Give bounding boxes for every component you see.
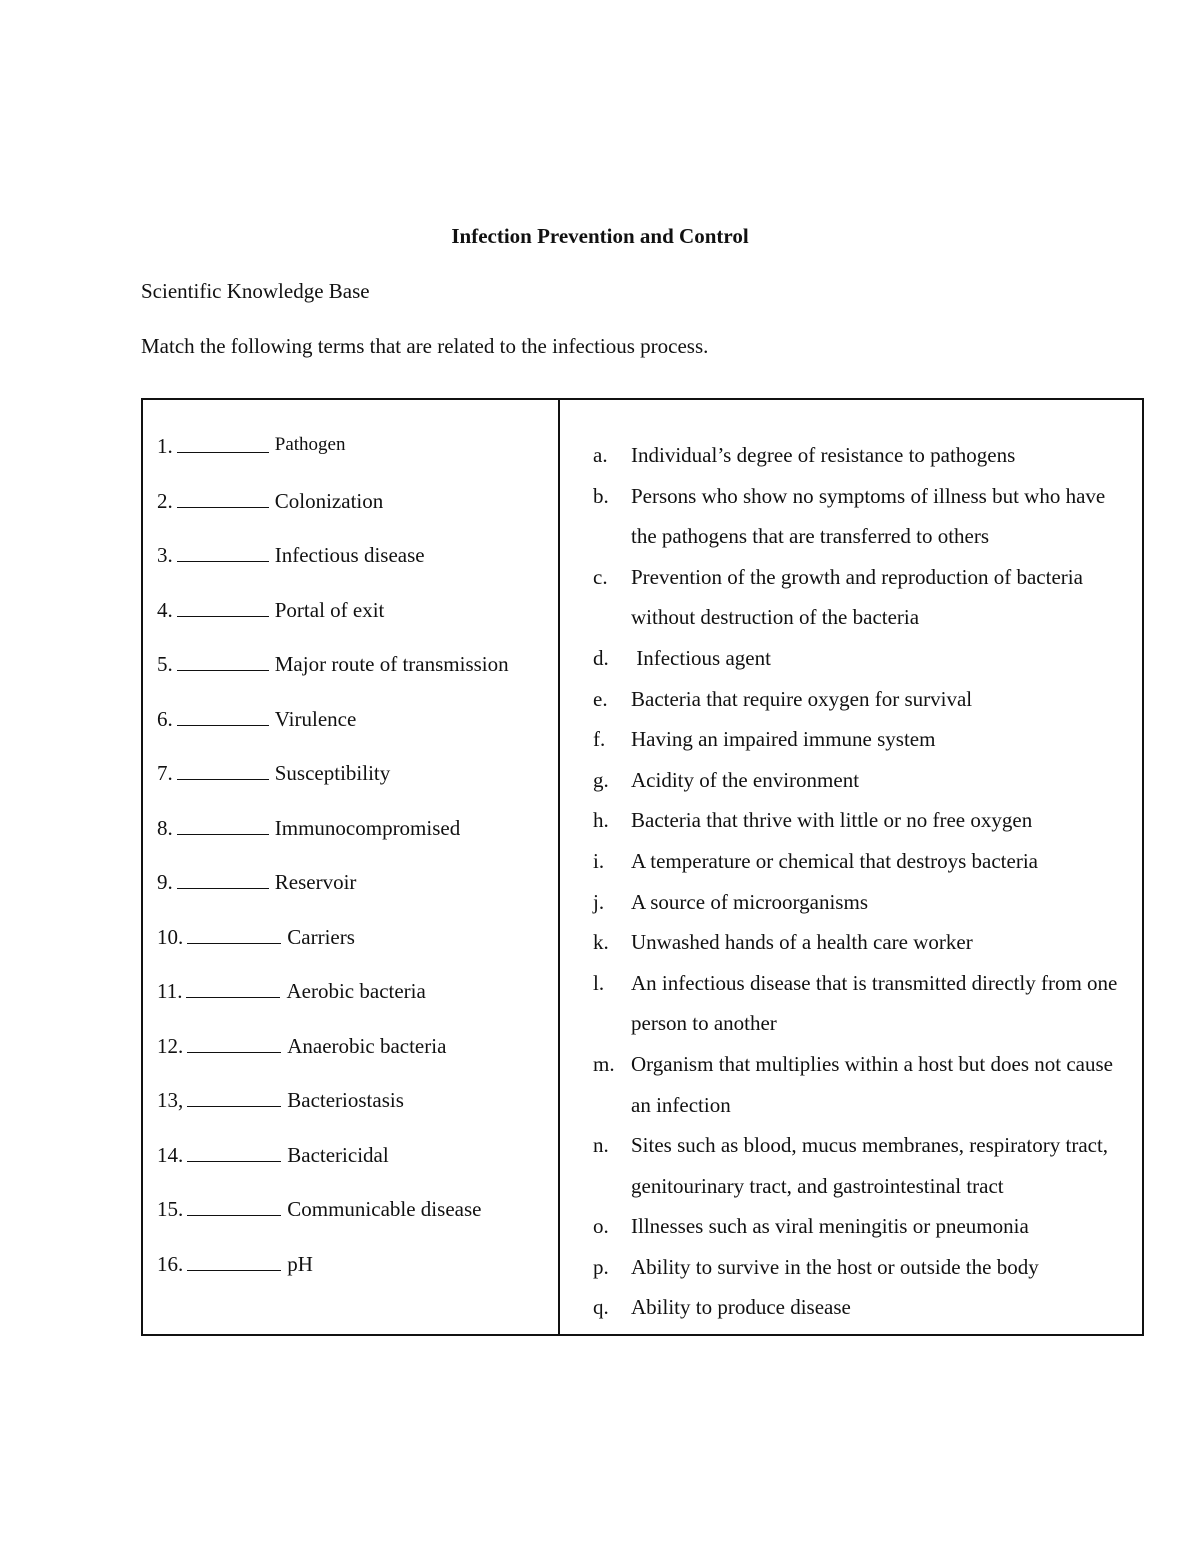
definition-letter: b. (593, 483, 609, 508)
term-row (157, 1143, 552, 1198)
term-number: 16. (157, 1251, 184, 1276)
definition-text: Organism that multiplies within a host but does not cause an infection (631, 1051, 1113, 1117)
term-label: pH (287, 1251, 313, 1276)
term-number: 11. (157, 979, 183, 1003)
definition-item (593, 679, 1133, 720)
term-label: Virulence (274, 706, 357, 731)
term-row (157, 598, 552, 653)
term-number: 15. (157, 1197, 184, 1221)
definition-text: Persons who show no symptoms of illness but who have the pathogens that are transferred to others (631, 483, 1106, 549)
section-subtitle: Scientific Knowledge Base (141, 279, 370, 303)
definition-item (593, 638, 1133, 679)
definition-item (593, 963, 1133, 1044)
matching-table (141, 398, 1144, 1336)
term-label: Colonization (274, 488, 384, 513)
definition-item (593, 841, 1133, 882)
definition-letter: g. (593, 767, 609, 792)
definition-text: An infectious disease that is transmitted directly from one person to another (631, 970, 1118, 1036)
definition-letter: n. (593, 1133, 609, 1158)
definition-letter: l. (593, 970, 605, 995)
term-number: 4. (157, 597, 173, 622)
term-row (157, 1197, 552, 1252)
definition-letter: p. (593, 1254, 609, 1279)
definition-letter: d. (593, 645, 609, 670)
answer-blank[interactable] (177, 489, 269, 508)
answer-blank[interactable] (187, 1197, 281, 1216)
definition-item (593, 1044, 1133, 1125)
definition-item (593, 1206, 1133, 1247)
definition-item (593, 800, 1133, 841)
answer-blank[interactable] (177, 434, 269, 453)
term-number: 6. (157, 706, 173, 731)
answer-blank[interactable] (187, 1252, 281, 1271)
term-label: Anaerobic bacteria (287, 1033, 447, 1058)
answer-blank[interactable] (187, 1088, 281, 1107)
term-number: 3. (157, 543, 173, 567)
definition-item (593, 719, 1133, 760)
definition-letter: q. (593, 1295, 609, 1320)
definition-text: Sites such as blood, mucus membranes, respiratory tract, genitourinary tract, and gastrointestinal tract (631, 1133, 1109, 1198)
answer-blank[interactable] (187, 1143, 281, 1162)
term-row (157, 925, 552, 980)
term-number: 7. (157, 761, 173, 785)
page-title: Infection Prevention and Control (451, 224, 749, 248)
term-row (157, 979, 552, 1034)
definition-item (593, 435, 1133, 476)
term-row (157, 1252, 552, 1307)
term-row (157, 1088, 552, 1143)
term-number: 9. (157, 870, 173, 894)
term-row (157, 870, 552, 925)
definition-text: Ability to survive in the host or outside the body (631, 1254, 1039, 1279)
definition-text: A source of microorganisms (631, 889, 868, 914)
term-label: Bacteriostasis (287, 1088, 404, 1112)
term-number: 12. (157, 1033, 184, 1058)
definition-item (593, 882, 1133, 923)
term-number: 13, (157, 1088, 184, 1112)
definition-item (593, 922, 1133, 963)
answer-blank[interactable] (177, 598, 269, 617)
answer-blank[interactable] (187, 1034, 281, 1053)
term-row (157, 543, 552, 598)
definition-letter: j. (593, 889, 605, 914)
definition-text: Having an impaired immune system (631, 727, 936, 752)
term-number: 2. (157, 488, 173, 513)
answer-blank[interactable] (177, 707, 269, 726)
definition-text: Illnesses such as viral meningitis or pneumonia (631, 1214, 1029, 1239)
definition-letter: f. (593, 727, 606, 752)
definition-item (593, 1287, 1133, 1328)
definitions-list (593, 435, 1133, 1328)
definition-letter: h. (593, 808, 609, 833)
term-label: Infectious disease (274, 543, 425, 567)
term-label: Pathogen (274, 434, 346, 455)
term-row (157, 489, 552, 544)
instructions-text: Match the following terms that are related to the infectious process. (141, 334, 709, 358)
term-label: Major route of transmission (274, 652, 509, 676)
definition-item (593, 476, 1133, 557)
term-number: 14. (157, 1142, 184, 1167)
term-number: 8. (157, 815, 173, 840)
definition-letter: a. (593, 443, 608, 467)
answer-blank[interactable] (177, 543, 269, 562)
term-label: Immunocompromised (274, 815, 461, 840)
answer-blank[interactable] (177, 870, 269, 889)
term-label: Portal of exit (274, 597, 385, 622)
term-row (157, 652, 552, 707)
definition-item (593, 760, 1133, 801)
term-row (157, 761, 552, 816)
answer-blank[interactable] (177, 816, 269, 835)
definition-letter: i. (593, 848, 605, 873)
definition-text: Infectious agent (631, 645, 771, 670)
definition-text: Bacteria that thrive with little or no free oxygen (631, 808, 1033, 833)
definition-text: Ability to produce disease (631, 1295, 851, 1320)
definition-letter: e. (593, 686, 608, 711)
term-label: Aerobic bacteria (286, 979, 426, 1003)
definition-text: Individual’s degree of resistance to pathogens (631, 443, 1016, 467)
answer-blank[interactable] (186, 979, 280, 998)
term-label: Communicable disease (287, 1197, 482, 1221)
definition-letter: m. (593, 1051, 615, 1076)
definition-letter: o. (593, 1214, 609, 1239)
definition-letter: c. (593, 564, 608, 589)
terms-list (157, 434, 552, 1306)
term-label: Reservoir (274, 870, 357, 894)
term-row (157, 816, 552, 871)
term-label: Susceptibility (274, 761, 391, 785)
term-row (157, 434, 552, 489)
answer-blank[interactable] (187, 925, 281, 944)
term-number: 5. (157, 652, 173, 676)
answer-blank[interactable] (177, 652, 269, 671)
term-number: 10. (157, 924, 184, 949)
term-label: Bactericidal (287, 1142, 389, 1167)
term-label: Carriers (287, 924, 355, 949)
answer-blank[interactable] (177, 761, 269, 780)
definition-text: A temperature or chemical that destroys bacteria (631, 848, 1038, 873)
definition-item (593, 1125, 1133, 1206)
term-row (157, 1034, 552, 1089)
term-number: 1. (157, 434, 173, 458)
definition-text: Unwashed hands of a health care worker (631, 930, 973, 955)
definition-letter: k. (593, 930, 609, 955)
term-row (157, 707, 552, 762)
definition-text: Bacteria that require oxygen for survival (631, 686, 973, 711)
definition-item (593, 1247, 1133, 1288)
definition-item (593, 557, 1133, 638)
definition-text: Acidity of the environment (631, 767, 860, 792)
column-divider (558, 400, 560, 1334)
definition-text: Prevention of the growth and reproduction of bacteria without destruction of the bacteria (631, 564, 1083, 630)
